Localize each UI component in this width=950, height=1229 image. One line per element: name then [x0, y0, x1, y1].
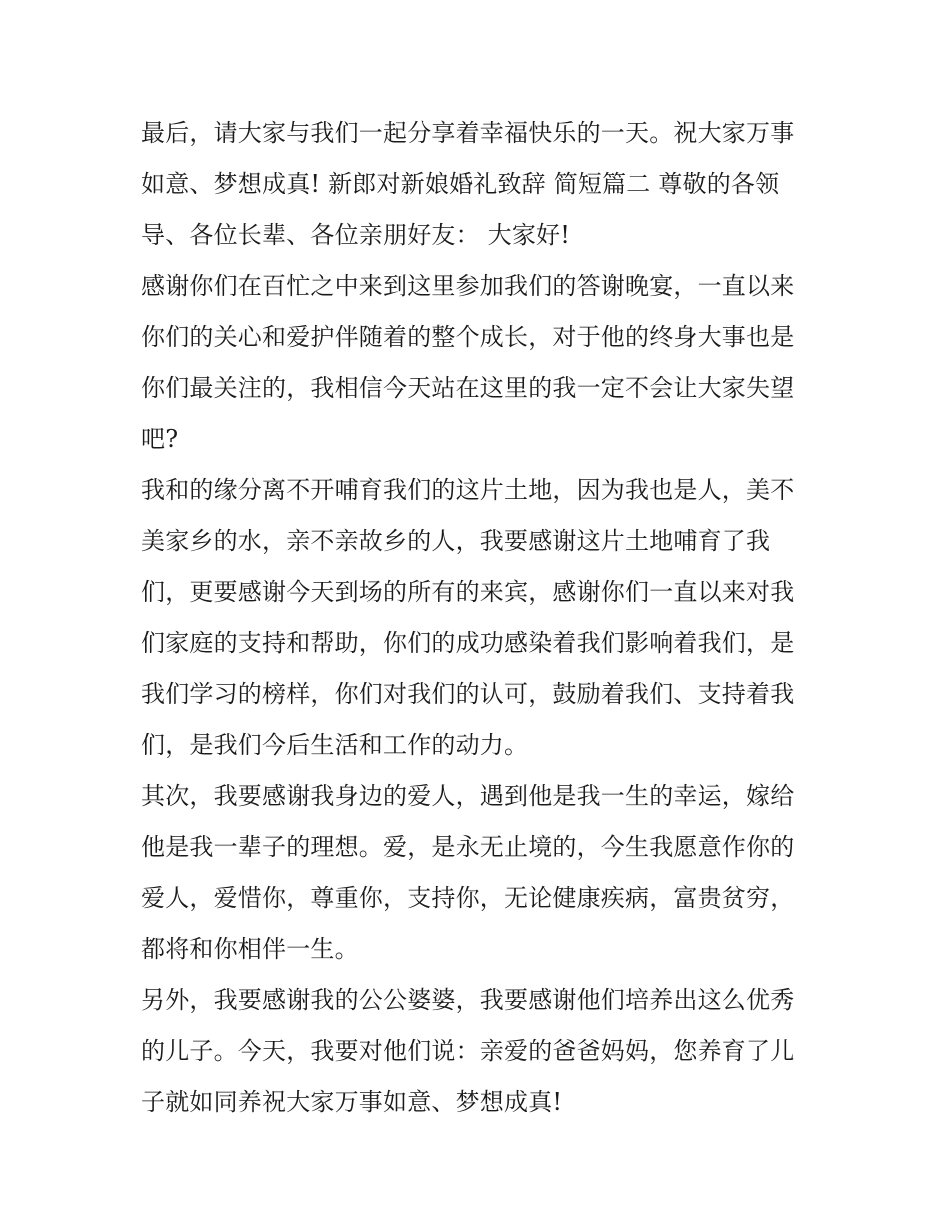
text-line: 爱人，爱惜你，尊重你，支持你，无论健康疾病，富贵贫穷，: [141, 884, 795, 912]
text-line: 感谢你们在百忙之中来到这里参加我们的答谢晚宴，一直以来: [141, 272, 795, 300]
text-line: 你们最关注的，我相信今天站在这里的我一定不会让大家失望: [141, 374, 795, 402]
text-line: 们，更要感谢今天到场的所有的来宾，感谢你们一直以来对我: [141, 578, 795, 606]
text-line: 美家乡的水，亲不亲故乡的人，我要感谢这片土地哺育了我: [141, 527, 771, 555]
text-line: 我和的缘分离不开哺育我们的这片土地，因为我也是人，美不: [141, 476, 795, 504]
text-line: 的儿子。今天，我要对他们说：亲爱的爸爸妈妈，您养育了儿: [141, 1037, 795, 1065]
text-line: 都将和你相伴一生。: [141, 935, 359, 963]
text-line: 吧?: [141, 425, 179, 453]
text-line: 导、各位长辈、各位亲朋好友： 大家好!: [141, 221, 571, 249]
text-line: 最后，请大家与我们一起分享着幸福快乐的一天。祝大家万事: [141, 119, 795, 147]
text-line: 如意、梦想成真! 新郎对新娘婚礼致辞 简短篇二 尊敬的各领: [141, 170, 780, 198]
text-line: 子就如同养祝大家万事如意、梦想成真!: [141, 1088, 563, 1116]
text-line: 你们的关心和爱护伴随着的整个成长，对于他的终身大事也是: [141, 323, 795, 351]
text-line: 们，是我们今后生活和工作的动力。: [141, 731, 529, 759]
document-body: [141, 108, 813, 1128]
text-line: 我们学习的榜样，你们对我们的认可，鼓励着我们、支持着我: [141, 680, 795, 708]
text-line: 他是我一辈子的理想。爱，是永无止境的，今生我愿意作你的: [141, 833, 795, 861]
text-line: 另外，我要感谢我的公公婆婆，我要感谢他们培养出这么优秀: [141, 986, 795, 1014]
text-line: 其次，我要感谢我身边的爱人，遇到他是我一生的幸运，嫁给: [141, 782, 795, 810]
text-line: 们家庭的支持和帮助，你们的成功感染着我们影响着我们，是: [141, 629, 795, 657]
